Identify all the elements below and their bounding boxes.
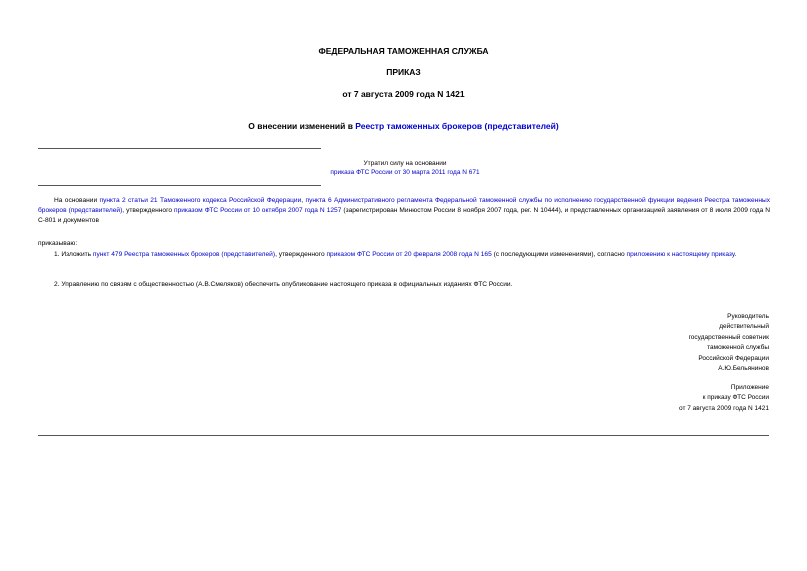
order-word: приказываю: — [38, 240, 78, 247]
preamble-text-2: , — [301, 197, 306, 204]
agency-heading: ФЕДЕРАЛЬНАЯ ТАМОЖЕННАЯ СЛУЖБА — [318, 46, 489, 56]
preamble-text-4: (зарегистрирован Минюстом России 8 ноября 2007 года, рег. N 10444), и представленных организацией заявления от 8 июля 2009 года N С-801 и документов — [38, 206, 771, 224]
item-1-text-2: , утвержденного — [275, 251, 327, 258]
appendix-line: от 7 августа 2009 года N 1421 — [678, 404, 769, 412]
signature-block — [689, 312, 769, 374]
appendix-line: Приложение — [730, 384, 769, 391]
document-title — [0, 121, 807, 132]
document-date-number: от 7 августа 2009 года N 1421 — [342, 89, 465, 99]
preamble-text-1: На основании — [54, 197, 100, 204]
appendix-line: к приказу ФТС России — [702, 394, 769, 402]
document-type: ПРИКАЗ — [386, 67, 421, 77]
footer-divider — [38, 435, 769, 436]
signature-line: Руководитель — [727, 313, 769, 320]
registry-item-479-link[interactable]: пункт 479 Реестра таможенных брокеров (представителей) — [92, 251, 276, 258]
appendix-block — [679, 383, 769, 414]
item-2-text: 2. Управлению по связям с общественностью (А.В.Смеляков) обеспечить опубликование настоящего приказа в официальных изданиях ФТС России. — [54, 281, 513, 288]
signature-line: действительный — [719, 323, 769, 331]
signature-line: таможенной службы — [707, 344, 769, 352]
order-1257-link[interactable]: приказом ФТС России от 10 октября 2007 года N 1257 — [174, 206, 342, 214]
title-registry-link[interactable]: Реестр таможенных брокеров (представителей) — [355, 121, 559, 131]
admin-regulation-link[interactable]: пункта 6 Административного регламента Федеральной таможенной службы по исполнению государственной функции ведения Реестра таможенных брокеров (представителей) — [38, 197, 770, 214]
validity-note-link[interactable]: приказа ФТС России от 30 марта 2011 года N 671 — [330, 169, 480, 177]
title-prefix: О внесении изменений в — [248, 121, 356, 131]
divider-bottom — [38, 185, 321, 186]
validity-note — [310, 159, 500, 178]
order-165-link[interactable]: приказом ФТС России от 20 февраля 2008 года N 165 — [326, 251, 492, 258]
divider-top — [38, 148, 321, 149]
item-2-paragraph — [38, 280, 770, 290]
item-1-text-3: (с последующими изменениями), согласно — [491, 251, 627, 258]
appendix-link[interactable]: приложению к настоящему приказу — [626, 251, 735, 258]
item-1-text-4: . — [734, 251, 737, 258]
item-1-paragraph — [38, 250, 770, 260]
tax-code-link[interactable]: пункта 2 статьи 21 Таможенного кодекса Российской Федерации — [99, 197, 302, 204]
signature-line: государственный советник — [688, 333, 769, 341]
preamble-paragraph — [38, 196, 770, 226]
signature-name: А.Ю.Бельянинов — [718, 364, 769, 372]
item-1-text-1: 1. Изложить — [54, 251, 93, 258]
signature-line: Российской Федерации — [698, 354, 769, 362]
preamble-text-3: , утвержденного — [122, 206, 175, 214]
validity-note-text: Утратил силу на основании — [363, 160, 447, 167]
